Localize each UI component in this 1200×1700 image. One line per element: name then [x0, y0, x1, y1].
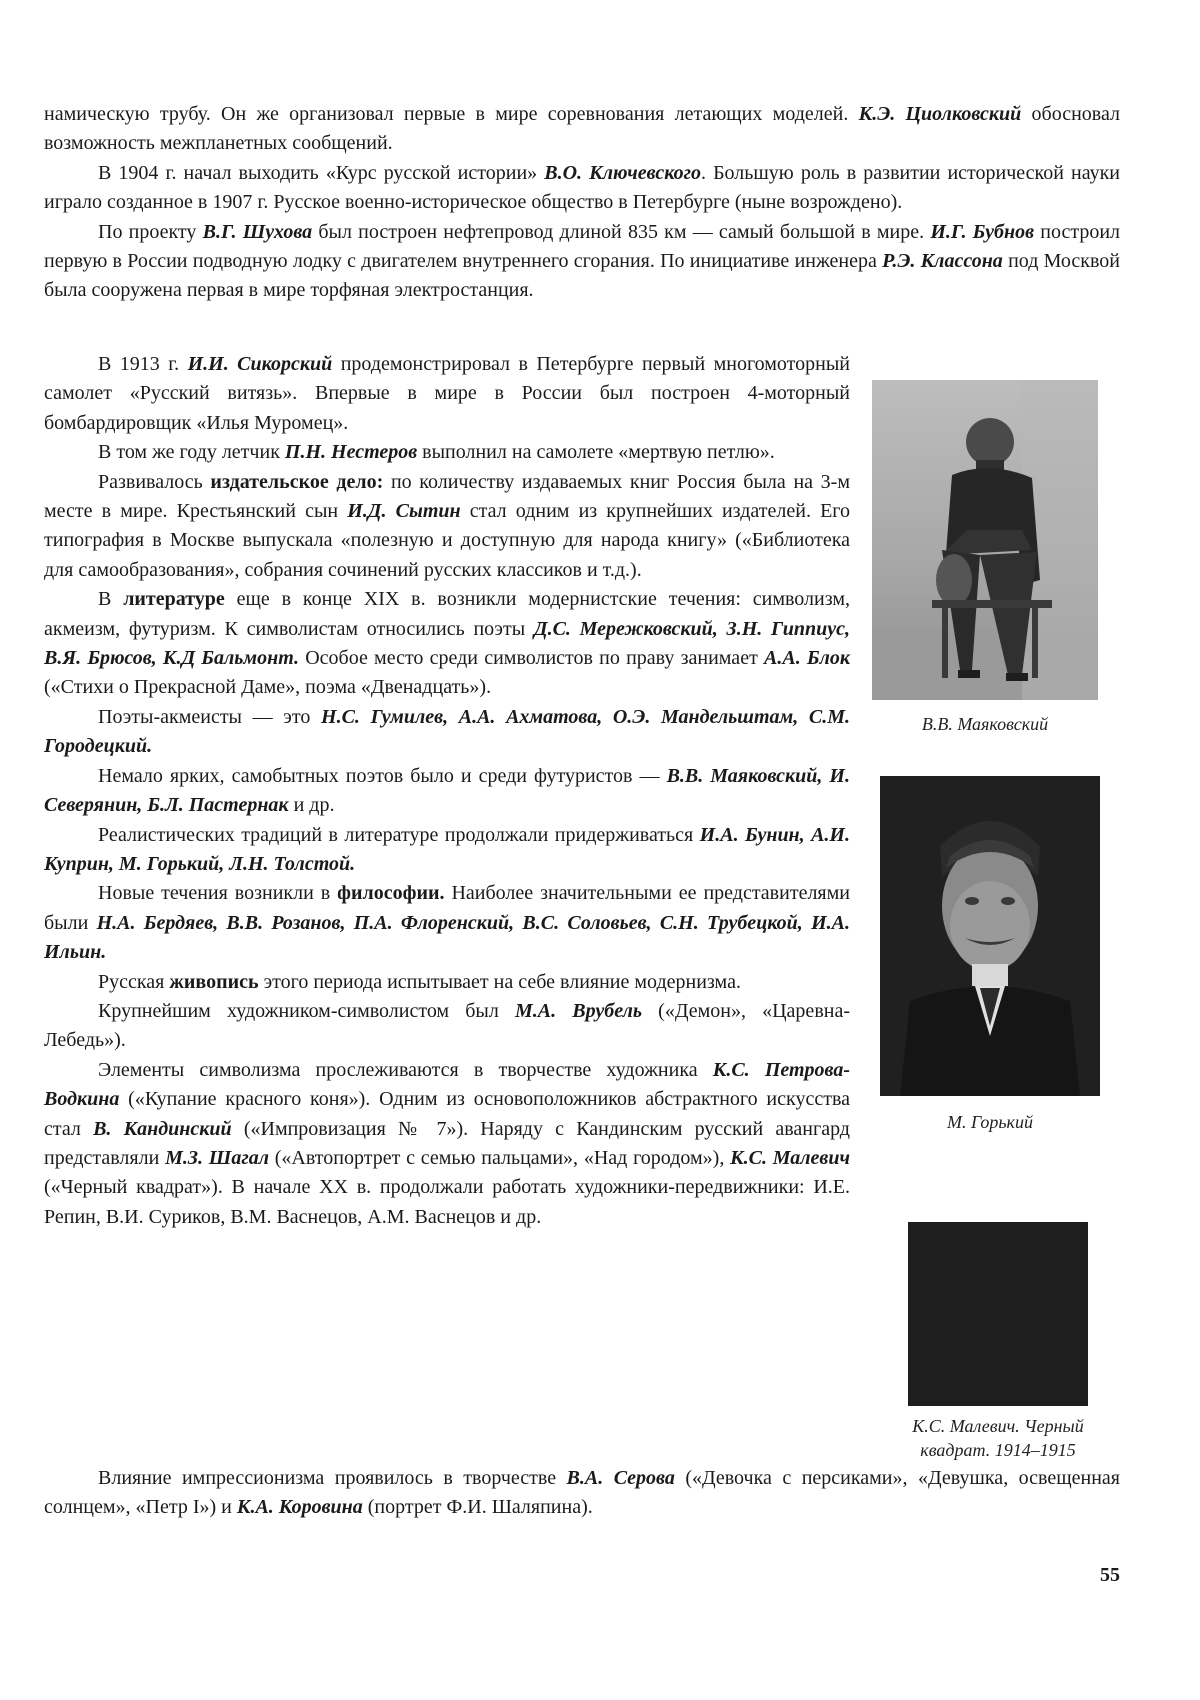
- person-name: И.Д. Сытин: [347, 500, 461, 523]
- text-middle: [44, 350, 850, 1232]
- paragraph: В том же году летчик П.Н. Нестеров выполнил на самолете «мертвую петлю».: [98, 441, 775, 464]
- person-name: В. Кандинский: [93, 1117, 232, 1140]
- paragraph: В 1913 г. И.И. Сикорский продемонстрировал в Петербурге первый многомоторный самолет «Русский витязь». Впервые в мире в России был построен 4-моторный бомбардировщик «Илья Муромец».: [44, 353, 850, 434]
- person-name: И.А. Бунин, А.И. Куприн, М. Горький, Л.Н. Толстой.: [44, 823, 850, 875]
- mayakovsky-caption: В.В. Маяковский: [921, 714, 1049, 734]
- paragraph: В литературе еще в конце XIX в. возникли модернистские течения: символизм, акмеизм, футуризм. К символистам относились поэты Д.С. Мережковский, З.Н. Гиппиус, В.Я. Брюсов, К.Д Бальмонт. Особое место среди символистов по праву занимает А.А. Блок («Стихи о Прекрасной Даме», поэма «Двенадцать»).: [44, 588, 851, 699]
- paragraph: Реалистических традиций в литературе продолжали придерживаться И.А. Бунин, А.И. Куприн, М. Горький, Л.Н. Толстой.: [44, 823, 850, 875]
- topic-term: философии.: [337, 882, 445, 905]
- person-name: И.И. Сикорский: [187, 353, 333, 375]
- gorky-photo: [880, 776, 1100, 1096]
- person-name: М.А. Врубель: [515, 999, 643, 1022]
- topic-term: живопись: [169, 970, 259, 993]
- paragraph: Русская живопись этого периода испытывает на себе влияние модернизма.: [98, 970, 741, 993]
- topic-term: литературе: [123, 588, 225, 611]
- figure-mayakovsky: [872, 380, 1098, 734]
- text-bottom: [44, 1464, 1120, 1523]
- person-name: В.Г. Шухова: [202, 220, 313, 243]
- paragraph: Новые течения возникли в философии. Наиболее значительными ее представителями были Н.А. Бердяев, В.В. Розанов, П.А. Флоренский, В.С. Соловьев, С.Н. Трубецкой, И.А. Ильин.: [44, 882, 850, 964]
- person-name: Р.Э. Классона: [882, 250, 1003, 273]
- topic-term: издательское дело:: [210, 470, 384, 493]
- page-number: 55: [1100, 1564, 1120, 1586]
- paragraph: Крупнейшим художником-символистом был М.А. Врубель («Демон», «Царевна-Лебедь»).: [44, 999, 850, 1052]
- paragraph: Немало ярких, самобытных поэтов было и среди футуристов — В.В. Маяковский, И. Северянин, Б.Л. Пастернак и др.: [44, 764, 850, 817]
- person-name: И.Г. Бубнов: [930, 220, 1035, 243]
- paragraph: Поэты-акмеисты — это Н.С. Гумилев, А.А. Ахматова, О.Э. Мандельштам, С.М. Городецкий.: [44, 705, 850, 758]
- gorky-portrait: [880, 776, 1100, 1096]
- person-name: Д.С. Мережковский, З.Н. Гиппиус, В.Я. Брюсов, К.Д Бальмонт.: [44, 617, 850, 670]
- person-name: К.С. Петрова-Водкина: [44, 1058, 851, 1111]
- paragraph: Развивалось издательское дело: по количеству издаваемых книг Россия была на 3-м месте в мире. Крестьянский сын И.Д. Сытин стал одним из крупнейших издателей. Его типография в Москве выпускала «полезную и доступную для народа книгу» («Библиотека для самообразования», собрания сочинений русских классиков и т.д.).: [44, 470, 850, 581]
- person-name: К.А. Коровина: [236, 1496, 363, 1519]
- paragraph: В 1904 г. начал выходить «Курс русской истории» В.О. Ключевского. Большую роль в развитии исторической науки играло созданное в 1907 г. Русское военно-историческое общество в Петербурге (ныне возрождено).: [44, 161, 1121, 214]
- paragraph: Влияние импрессионизма проявилось в творчестве В.А. Серова («Девочка с персиками», «Девушка, освещенная солнцем», «Петр I») и К.А. Коровина (портрет Ф.И. Шаляпина).: [44, 1467, 1120, 1519]
- gorky-caption: М. Горький: [947, 1112, 1033, 1132]
- person-name: М.З. Шагал: [165, 1146, 269, 1169]
- person-name: А.А. Блок: [764, 647, 851, 670]
- person-name: К.С. Малевич: [730, 1146, 850, 1169]
- person-name: В.А. Серова: [566, 1467, 675, 1489]
- paragraph: намическую трубу. Он же организовал первые в мире соревнования летающих моделей. К.Э. Циолковский обосновал возможность межпланетных сообщений.: [44, 103, 1121, 155]
- paragraph: Элементы символизма прослеживаются в творчестве художника К.С. Петрова-Водкина («Купание красного коня»). Одним из основоположников абстрактного искусства стал В. Кандинский («Импровизация № 7»). Наряду с Кандинским русский авангард представляли М.З. Шагал («Автопортрет с семью пальцами», «Над городом»), К.С. Малевич («Черный квадрат»). В начале XX в. продолжали работать художники-передвижники: И.Е. Репин, В.И. Суриков, В.М. Васнецов, А.М. Васнецов и др.: [44, 1058, 851, 1228]
- person-name: Н.А. Бердяев, В.В. Розанов, П.А. Флоренский, В.С. Соловьев, С.Н. Трубецкой, И.А. Ильин.: [44, 911, 850, 964]
- text-top: [44, 100, 1120, 306]
- mayakovsky-photo: [872, 380, 1098, 700]
- figure-malevich: [908, 1222, 1088, 1460]
- person-name: К.Э. Циолковский: [858, 103, 1022, 125]
- paragraph: По проекту В.Г. Шухова был построен нефтепровод длиной 835 км — самый большой в мире. И.Г. Бубнов построил первую в России подводную лодку с двигателем внутреннего сгорания. По инициативе инженера Р.Э. Классона под Москвой была сооружена первая в мире торфяная электростанция.: [44, 220, 1121, 302]
- person-name: Н.С. Гумилев, А.А. Ахматова, О.Э. Мандельштам, С.М. Городецкий.: [44, 705, 850, 758]
- black-square-image: [908, 1222, 1088, 1406]
- figure-gorky: [880, 776, 1100, 1132]
- malevich-caption: К.С. Малевич. Черный квадрат. 1914–1915: [912, 1416, 1084, 1460]
- person-name: В.В. Маяковский, И. Северянин, Б.Л. Пастернак: [44, 764, 850, 817]
- mayakovsky-silhouette: [872, 380, 1098, 700]
- person-name: В.О. Ключевского: [544, 161, 701, 184]
- person-name: П.Н. Нестеров: [284, 441, 418, 464]
